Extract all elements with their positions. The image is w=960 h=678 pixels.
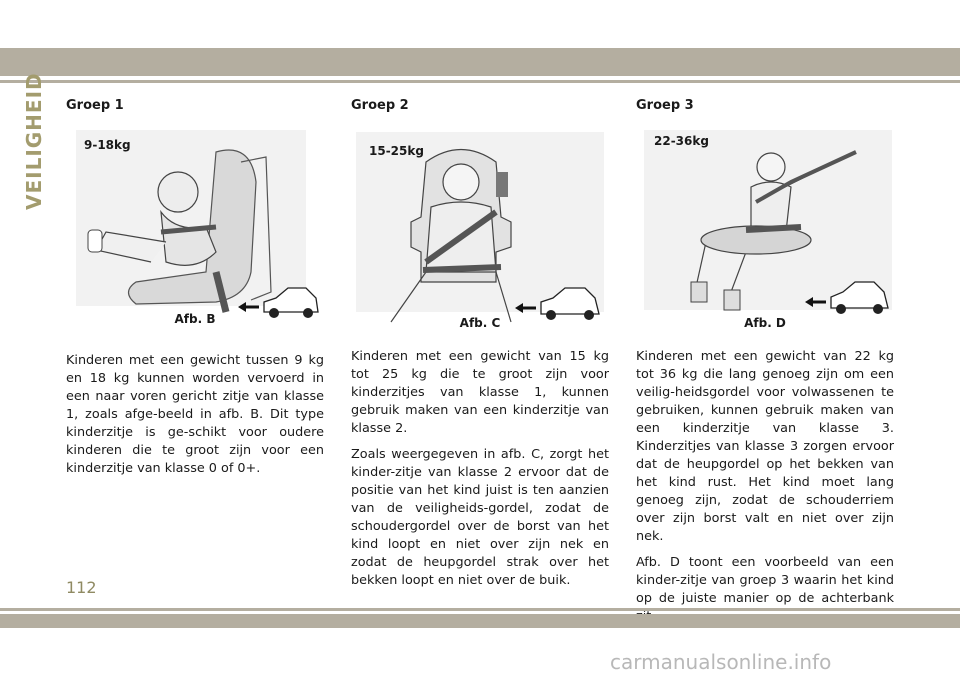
column-group-1	[66, 98, 324, 486]
body-text	[351, 348, 609, 590]
body-text	[66, 352, 324, 478]
figure-b	[66, 122, 324, 336]
child-seat-group1-illustration	[66, 122, 324, 336]
figure-caption: Afb. C	[459, 316, 501, 330]
weight-label: 22-36kg	[654, 134, 709, 148]
group-heading: Groep 2	[351, 98, 409, 113]
paragraph: Kinderen met een gewicht van 15 kg tot 25 kg die te groot zijn voor kinderzitjes van klasse 1, kunnen gebruik maken van een kinderzitje van klasse 2.	[351, 349, 609, 436]
paragraph: Afb. D toont een voorbeeld van een kinder-zitje van groep 3 waarin het kind op de juiste manier op de achterbank	[636, 555, 894, 606]
page-number: 112	[66, 578, 97, 597]
paragraph: Kinderen met een gewicht tussen 9 kg en 18 kg kunnen worden vervoerd in een naar voren gericht zitje van klasse 1, zoals afge-beeld in afb. B. Dit type kinderzitje is ge-schikt voor oudere kinderen die te groot zijn voor een kinderzitje van klasse 0 of 0+.	[66, 353, 324, 476]
footer-band	[0, 614, 960, 628]
footer-rule	[0, 608, 960, 611]
figure-d	[636, 122, 894, 336]
figure-caption: Afb. B	[174, 312, 216, 326]
figure-c	[351, 122, 609, 336]
paragraph: Kinderen met een gewicht van 22 kg tot 36 kg die lang genoeg zijn om een veilig-heidsgordel voor volwassenen te gebruiken, kunnen gebruik maken van een kinderzitje van klasse 3. Kinderzitjes van klasse 3 zorgen ervoor dat de heupgordel op het bekken van het kind rust. Het kind moet lang genoeg zijn, zodat de schouderriem over zijn borst valt en niet over zijn nek.	[636, 349, 894, 544]
weight-label: 15-25kg	[369, 144, 424, 158]
group-heading: Groep 3	[636, 98, 694, 113]
group-heading: Groep 1	[66, 98, 124, 113]
header-band	[0, 48, 960, 76]
column-group-3	[636, 98, 894, 634]
section-label: VEILIGHEID	[22, 72, 46, 210]
watermark: carmanualsonline.info	[610, 650, 832, 674]
header-rule	[0, 80, 960, 83]
figure-caption: Afb. D	[744, 316, 786, 330]
column-group-2	[351, 98, 609, 598]
booster-seat-group3-illustration	[636, 122, 894, 336]
paragraph: Zoals weergegeven in afb. C, zorgt het kinder-zitje van klasse 2 ervoor dat de positie van het kind juist is ten aanzien van de veiligheids-gordel, zodat de schoudergordel over de borst van het kind loopt en niet over zijn nek en zodat de heupgordel strak over het bekken loopt en niet over de buik.	[351, 447, 609, 588]
weight-label: 9-18kg	[84, 138, 131, 152]
body-text	[636, 348, 894, 626]
